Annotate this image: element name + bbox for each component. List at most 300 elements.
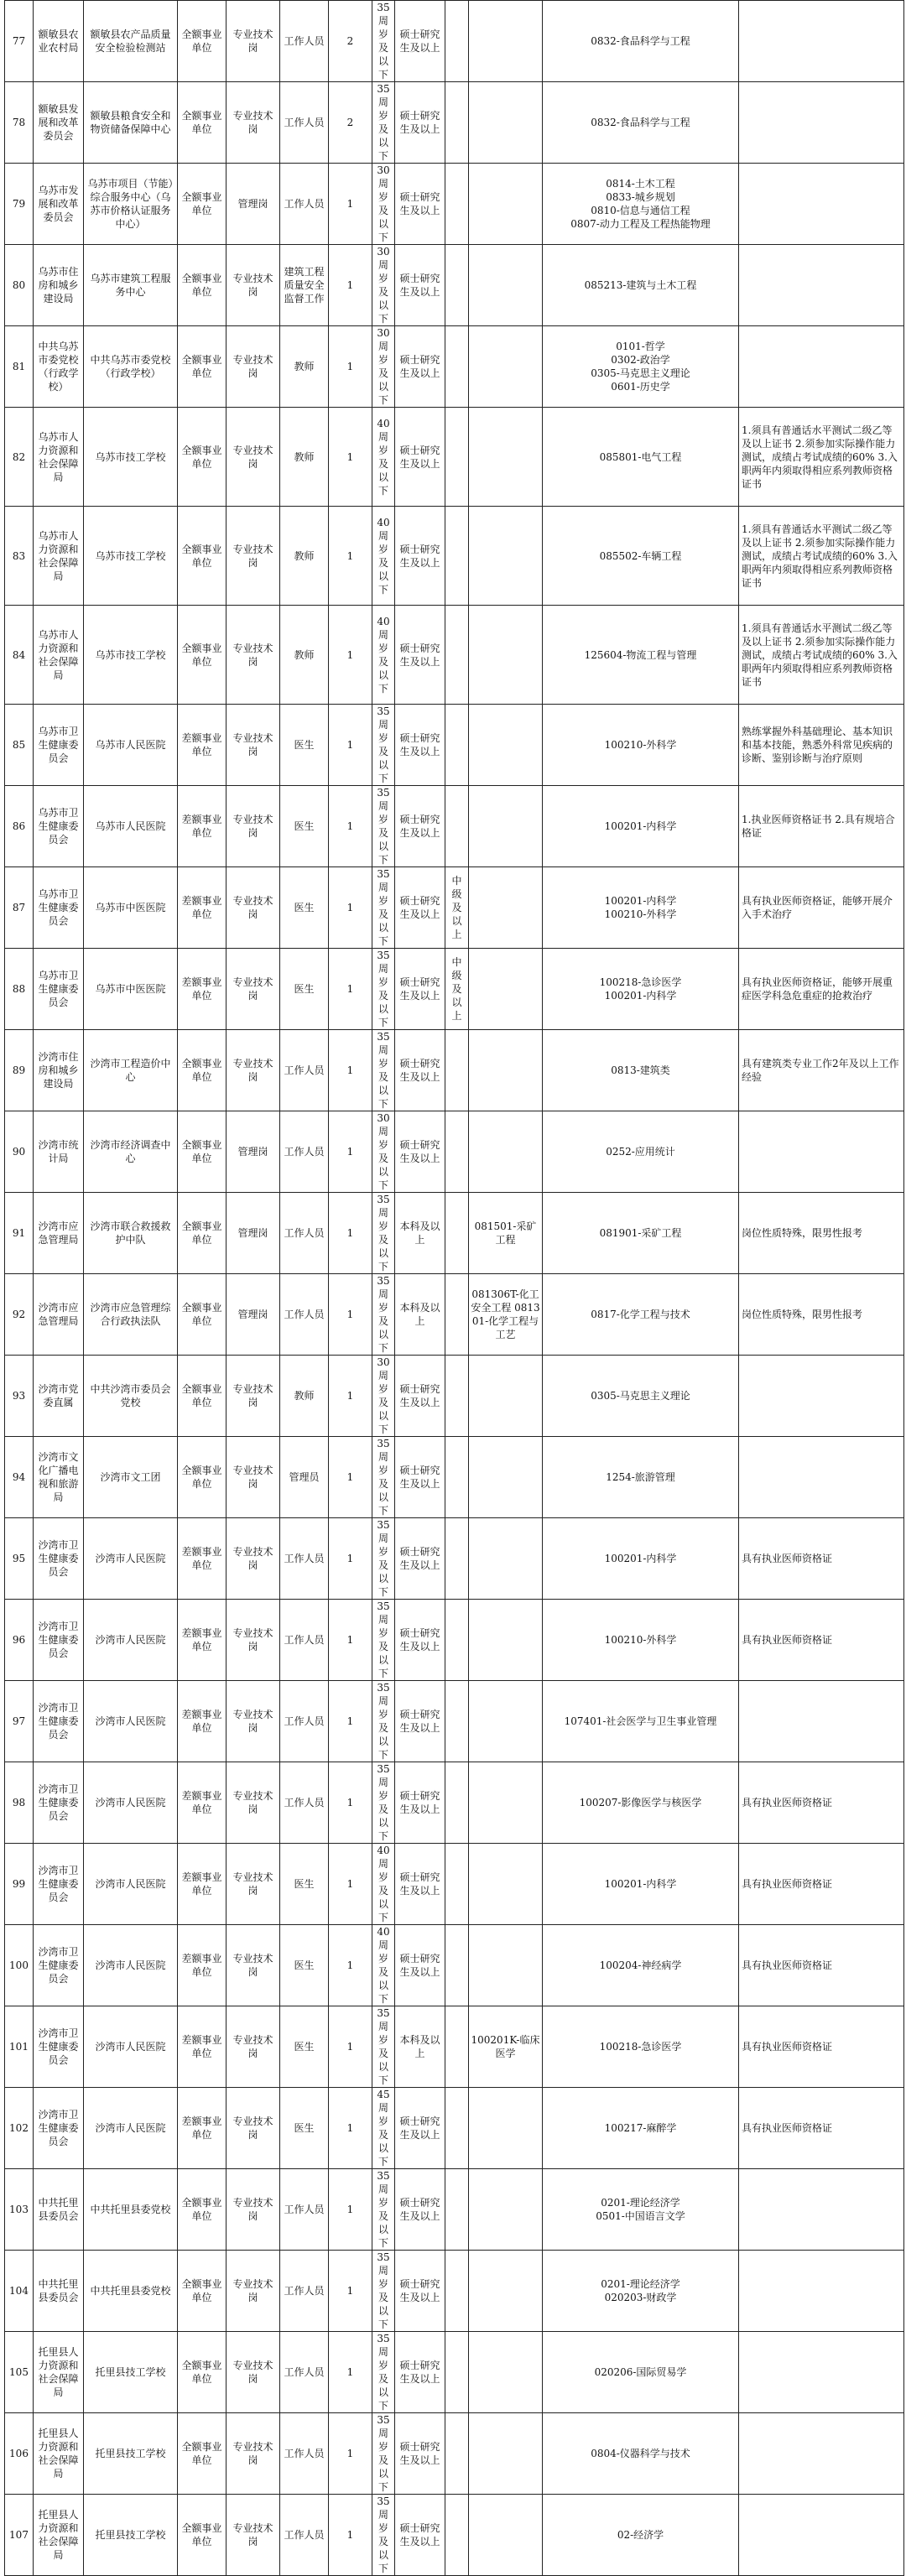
cell-unit: 额敏县农产品质量安全检验检测站 [84,1,178,82]
major-item: 0804-仪器科学与技术 [591,2448,690,2459]
table-row [5,1193,904,1274]
cell-ug [469,1030,543,1111]
cell-nature: 差额事业单位 [178,1681,226,1762]
cell-ug: 081501-采矿工程 [469,1193,543,1274]
cell-title: 中级及以上 [445,867,469,949]
table-row [5,1600,904,1681]
major-item: 100201-内科学 [604,1553,677,1564]
cell-nature: 差额事业单位 [178,786,226,867]
cell-type: 专业技术岗 [226,408,280,507]
cell-no: 105 [5,2332,34,2413]
cell-unit: 托里县技工学校 [84,2413,178,2495]
table-row [5,867,904,949]
cell-ug [469,408,543,507]
cell-title [445,1844,469,1925]
cell-title [445,1925,469,2006]
cell-title [445,1274,469,1356]
cell-note: 岗位性质特殊，限男性报考 [739,1274,904,1356]
cell-age: 35周岁及以下 [372,2006,395,2088]
cell-type: 管理岗 [226,1111,280,1193]
cell-ug [469,1600,543,1681]
cell-unit: 沙湾市人民医院 [84,1600,178,1681]
cell-type: 专业技术岗 [226,1518,280,1600]
cell-ug [469,1111,543,1193]
major-item: 100218-急诊医学 [599,2041,682,2053]
cell-dept: 中共托里县委员会 [34,2169,84,2251]
cell-type: 专业技术岗 [226,1600,280,1681]
cell-major [543,1193,739,1274]
cell-post: 建筑工程质量安全监督工作 [280,245,329,326]
cell-dept: 沙湾市卫生健康委员会 [34,2088,84,2169]
cell-age: 35周岁及以下 [372,1,395,82]
cell-type: 专业技术岗 [226,2413,280,2495]
cell-age: 35周岁及以下 [372,867,395,949]
major-item: 1254-旅游管理 [606,1471,675,1483]
major-item: 100210-外科学 [604,1634,677,1646]
cell-nature: 全额事业单位 [178,1274,226,1356]
cell-title [445,606,469,705]
cell-num: 1 [329,2251,372,2332]
cell-ug [469,2332,543,2413]
cell-num: 1 [329,867,372,949]
cell-type: 专业技术岗 [226,2251,280,2332]
major-item: 100201-内科学 [604,1878,677,1890]
cell-age: 35周岁及以下 [372,786,395,867]
cell-nature: 差额事业单位 [178,2006,226,2088]
cell-nature: 差额事业单位 [178,949,226,1030]
cell-num: 1 [329,949,372,1030]
cell-edu: 硕士研究生及以上 [395,1762,445,1844]
cell-nature: 全额事业单位 [178,2169,226,2251]
major-item: 100217-麻醉学 [604,2122,677,2134]
cell-note: 具有执业医师资格证 [739,1844,904,1925]
cell-unit: 托里县技工学校 [84,2332,178,2413]
cell-type: 专业技术岗 [226,2332,280,2413]
table-row [5,164,904,245]
cell-major [543,1681,739,1762]
cell-major [543,2495,739,2576]
cell-nature: 全额事业单位 [178,245,226,326]
cell-dept: 沙湾市应急管理局 [34,1193,84,1274]
cell-ug [469,1518,543,1600]
major-item: 0305-马克思主义理论 [591,367,690,379]
cell-post: 工作人员 [280,2413,329,2495]
cell-ug [469,82,543,164]
cell-edu: 本科及以上 [395,2006,445,2088]
cell-no: 92 [5,1274,34,1356]
cell-post: 医生 [280,1844,329,1925]
cell-major [543,786,739,867]
cell-title [445,245,469,326]
cell-unit: 乌苏市人民医院 [84,786,178,867]
cell-nature: 全额事业单位 [178,1,226,82]
cell-type: 专业技术岗 [226,1681,280,1762]
cell-unit: 沙湾市应急管理综合行政执法队 [84,1274,178,1356]
cell-edu: 硕士研究生及以上 [395,326,445,408]
cell-type: 专业技术岗 [226,326,280,408]
cell-edu: 硕士研究生及以上 [395,867,445,949]
cell-ug [469,1356,543,1437]
table-row [5,606,904,705]
cell-title [445,786,469,867]
cell-no: 95 [5,1518,34,1600]
cell-type: 专业技术岗 [226,1030,280,1111]
cell-num: 1 [329,164,372,245]
cell-note [739,326,904,408]
cell-note: 1.执业医师资格证书 2.具有规培合格证 [739,786,904,867]
cell-post: 工作人员 [280,2169,329,2251]
cell-ug [469,1,543,82]
cell-post: 教师 [280,326,329,408]
cell-post: 教师 [280,1356,329,1437]
cell-nature: 全额事业单位 [178,1193,226,1274]
cell-no: 91 [5,1193,34,1274]
cell-unit: 沙湾市人民医院 [84,2006,178,2088]
cell-major [543,1356,739,1437]
cell-post: 工作人员 [280,1030,329,1111]
cell-age: 40周岁及以下 [372,507,395,606]
cell-age: 35周岁及以下 [372,1518,395,1600]
cell-no: 81 [5,326,34,408]
cell-type: 管理岗 [226,1193,280,1274]
cell-type: 专业技术岗 [226,507,280,606]
cell-no: 102 [5,2088,34,2169]
cell-edu: 硕士研究生及以上 [395,1600,445,1681]
cell-edu: 硕士研究生及以上 [395,1925,445,2006]
cell-note [739,2332,904,2413]
cell-ug [469,1681,543,1762]
table-row [5,1030,904,1111]
cell-post: 工作人员 [280,2495,329,2576]
cell-edu: 硕士研究生及以上 [395,2495,445,2576]
cell-dept: 沙湾市卫生健康委员会 [34,1925,84,2006]
cell-type: 专业技术岗 [226,2495,280,2576]
cell-post: 教师 [280,507,329,606]
major-item: 0807-动力工程及工程热能物理 [570,218,711,230]
cell-title [445,2006,469,2088]
cell-note: 具有建筑类专业工作2年及以上工作经验 [739,1030,904,1111]
cell-dept: 乌苏市卫生健康委员会 [34,949,84,1030]
cell-num: 2 [329,82,372,164]
cell-major [543,2332,739,2413]
major-item: 0302-政治学 [611,354,670,366]
table-row [5,705,904,786]
cell-edu: 硕士研究生及以上 [395,786,445,867]
table-row [5,245,904,326]
cell-dept: 乌苏市人力资源和社会保障局 [34,408,84,507]
cell-note [739,1437,904,1518]
cell-age: 35周岁及以下 [372,1681,395,1762]
cell-no: 84 [5,606,34,705]
cell-unit: 乌苏市人民医院 [84,705,178,786]
major-item: 02-经济学 [617,2529,664,2541]
cell-dept: 沙湾市卫生健康委员会 [34,1844,84,1925]
cell-nature: 全额事业单位 [178,408,226,507]
cell-num: 1 [329,1356,372,1437]
cell-post: 工作人员 [280,2332,329,2413]
cell-unit: 乌苏市建筑工程服务中心 [84,245,178,326]
cell-ug [469,1437,543,1518]
cell-unit: 乌苏市技工学校 [84,606,178,705]
cell-unit: 沙湾市文工团 [84,1437,178,1518]
cell-major [543,1925,739,2006]
major-item: 100207-影像医学与核医学 [579,1797,702,1808]
cell-age: 35周岁及以下 [372,1437,395,1518]
table-row [5,1925,904,2006]
cell-age: 45周岁及以下 [372,2088,395,2169]
cell-unit: 沙湾市人民医院 [84,1844,178,1925]
cell-no: 98 [5,1762,34,1844]
cell-nature: 全额事业单位 [178,2413,226,2495]
cell-title [445,1193,469,1274]
cell-ug [469,2413,543,2495]
cell-no: 77 [5,1,34,82]
cell-age: 35周岁及以下 [372,82,395,164]
cell-dept: 沙湾市卫生健康委员会 [34,1681,84,1762]
cell-type: 专业技术岗 [226,1844,280,1925]
cell-unit: 中共托里县委党校 [84,2251,178,2332]
cell-major [543,867,739,949]
major-item: 100201-内科学 [604,820,677,832]
cell-age: 35周岁及以下 [372,1193,395,1274]
cell-no: 100 [5,1925,34,2006]
cell-edu: 硕士研究生及以上 [395,1111,445,1193]
cell-nature: 全额事业单位 [178,2495,226,2576]
cell-post: 工作人员 [280,82,329,164]
cell-ug [469,606,543,705]
cell-no: 96 [5,1600,34,1681]
cell-type: 专业技术岗 [226,1762,280,1844]
cell-num: 1 [329,1518,372,1600]
table-row [5,1681,904,1762]
cell-ug [469,867,543,949]
cell-note: 具有执业医师资格证，能够开展重症医学科急危重症的抢救治疗 [739,949,904,1030]
cell-ug [469,326,543,408]
cell-nature: 全额事业单位 [178,164,226,245]
major-item: 0601-历史学 [611,381,670,393]
cell-ug [469,949,543,1030]
cell-edu: 本科及以上 [395,1193,445,1274]
cell-post: 教师 [280,408,329,507]
cell-age: 35周岁及以下 [372,705,395,786]
table-row [5,1762,904,1844]
cell-post: 医生 [280,949,329,1030]
cell-major [543,1111,739,1193]
cell-age: 35周岁及以下 [372,1274,395,1356]
cell-major [543,1437,739,1518]
cell-nature: 差额事业单位 [178,2088,226,2169]
cell-title [445,2413,469,2495]
table-row [5,786,904,867]
cell-major [543,949,739,1030]
cell-dept: 沙湾市卫生健康委员会 [34,1600,84,1681]
cell-num: 1 [329,1925,372,2006]
cell-post: 医生 [280,786,329,867]
table-row [5,1844,904,1925]
cell-title [445,326,469,408]
cell-num: 1 [329,2413,372,2495]
cell-major [543,2413,739,2495]
cell-edu: 硕士研究生及以上 [395,1356,445,1437]
cell-nature: 全额事业单位 [178,326,226,408]
cell-type: 专业技术岗 [226,1437,280,1518]
cell-num: 1 [329,245,372,326]
cell-dept: 额敏县发展和改革委员会 [34,82,84,164]
table-row [5,2495,904,2576]
cell-title [445,2088,469,2169]
cell-age: 40周岁及以下 [372,1844,395,1925]
cell-age: 30周岁及以下 [372,245,395,326]
cell-dept: 托里县人力资源和社会保障局 [34,2413,84,2495]
cell-dept: 沙湾市统计局 [34,1111,84,1193]
cell-no: 103 [5,2169,34,2251]
cell-unit: 沙湾市人民医院 [84,1681,178,1762]
cell-edu: 硕士研究生及以上 [395,1518,445,1600]
major-item: 0101-哲学 [616,341,665,352]
table-row [5,949,904,1030]
cell-post: 工作人员 [280,1600,329,1681]
major-item: 0501-中国语言文学 [596,2210,685,2222]
cell-major [543,408,739,507]
cell-num: 1 [329,1437,372,1518]
cell-note: 具有执业医师资格证 [739,1600,904,1681]
cell-major [543,1,739,82]
cell-major [543,1844,739,1925]
cell-unit: 沙湾市人民医院 [84,1925,178,2006]
cell-type: 专业技术岗 [226,786,280,867]
cell-note: 1.须具有普通话水平测试二级乙等及以上证书 2.须参加实际操作能力测试，成绩占考试成绩的60% 3.入职两年内须取得相应系列教师资格证书 [739,606,904,705]
cell-edu: 硕士研究生及以上 [395,2251,445,2332]
cell-ug: 100201K-临床医学 [469,2006,543,2088]
cell-no: 80 [5,245,34,326]
cell-edu: 硕士研究生及以上 [395,949,445,1030]
cell-no: 97 [5,1681,34,1762]
cell-major [543,326,739,408]
cell-no: 107 [5,2495,34,2576]
cell-ug [469,2088,543,2169]
cell-note: 具有执业医师资格证 [739,2088,904,2169]
cell-age: 40周岁及以下 [372,408,395,507]
cell-title [445,1600,469,1681]
major-item: 100204-神经病学 [599,1959,682,1971]
cell-note: 具有执业医师资格证，能够开展介入手术治疗 [739,867,904,949]
cell-post: 工作人员 [280,1762,329,1844]
cell-unit: 中共托里县委党校 [84,2169,178,2251]
cell-title [445,2332,469,2413]
cell-age: 35周岁及以下 [372,2413,395,2495]
cell-age: 40周岁及以下 [372,606,395,705]
cell-no: 79 [5,164,34,245]
cell-unit: 沙湾市人民医院 [84,2088,178,2169]
cell-post: 管理员 [280,1437,329,1518]
cell-num: 1 [329,705,372,786]
cell-dept: 乌苏市住房和城乡建设局 [34,245,84,326]
major-item: 107401-社会医学与卫生事业管理 [564,1715,717,1727]
cell-edu: 硕士研究生及以上 [395,705,445,786]
cell-num: 1 [329,1193,372,1274]
cell-age: 30周岁及以下 [372,1111,395,1193]
table-row [5,2332,904,2413]
cell-unit: 沙湾市联合救援救护中队 [84,1193,178,1274]
major-item: 020203-财政学 [604,2292,677,2303]
cell-ug [469,2495,543,2576]
cell-dept: 乌苏市卫生健康委员会 [34,786,84,867]
cell-unit: 中共乌苏市委党校（行政学校） [84,326,178,408]
major-item: 100210-外科学 [604,908,677,920]
cell-type: 专业技术岗 [226,705,280,786]
cell-note: 具有执业医师资格证 [739,1762,904,1844]
cell-no: 85 [5,705,34,786]
cell-ug [469,2169,543,2251]
cell-age: 35周岁及以下 [372,2332,395,2413]
cell-ug [469,507,543,606]
cell-unit: 乌苏市技工学校 [84,408,178,507]
table-row [5,326,904,408]
cell-post: 工作人员 [280,1681,329,1762]
major-item: 0810-信息与通信工程 [591,205,690,216]
cell-post: 工作人员 [280,1111,329,1193]
cell-dept: 额敏县农业农村局 [34,1,84,82]
major-item: 100201-内科学 [604,895,677,907]
cell-edu: 硕士研究生及以上 [395,82,445,164]
cell-post: 教师 [280,606,329,705]
cell-nature: 差额事业单位 [178,1762,226,1844]
cell-num: 1 [329,2006,372,2088]
major-item: 085213-建筑与土木工程 [584,279,697,291]
cell-title [445,1356,469,1437]
cell-edu: 硕士研究生及以上 [395,1,445,82]
cell-type: 管理岗 [226,1274,280,1356]
cell-num: 1 [329,1274,372,1356]
cell-edu: 硕士研究生及以上 [395,507,445,606]
major-item: 0201-理论经济学 [601,2197,680,2209]
cell-ug [469,1762,543,1844]
cell-unit: 托里县技工学校 [84,2495,178,2576]
cell-note [739,245,904,326]
cell-dept: 乌苏市人力资源和社会保障局 [34,606,84,705]
cell-edu: 硕士研究生及以上 [395,1681,445,1762]
cell-no: 104 [5,2251,34,2332]
cell-title [445,2251,469,2332]
major-item: 100201-内科学 [604,990,677,1002]
cell-num: 1 [329,2169,372,2251]
cell-age: 30周岁及以下 [372,164,395,245]
cell-ug [469,245,543,326]
cell-title [445,2169,469,2251]
cell-major [543,164,739,245]
cell-type: 专业技术岗 [226,245,280,326]
cell-no: 90 [5,1111,34,1193]
major-item: 0832-食品科学与工程 [591,117,690,128]
cell-post: 医生 [280,867,329,949]
cell-no: 88 [5,949,34,1030]
cell-edu: 硕士研究生及以上 [395,1030,445,1111]
cell-title [445,705,469,786]
major-item: 0832-食品科学与工程 [591,35,690,47]
cell-post: 工作人员 [280,1274,329,1356]
cell-no: 94 [5,1437,34,1518]
cell-type: 专业技术岗 [226,1925,280,2006]
cell-nature: 差额事业单位 [178,1925,226,2006]
table-row [5,1274,904,1356]
table-row [5,1111,904,1193]
major-item: 0833-城乡规划 [606,191,675,203]
cell-major [543,1762,739,1844]
cell-dept: 中共乌苏市委党校（行政学校） [34,326,84,408]
cell-age: 35周岁及以下 [372,1030,395,1111]
table-row [5,1,904,82]
cell-post: 工作人员 [280,1193,329,1274]
